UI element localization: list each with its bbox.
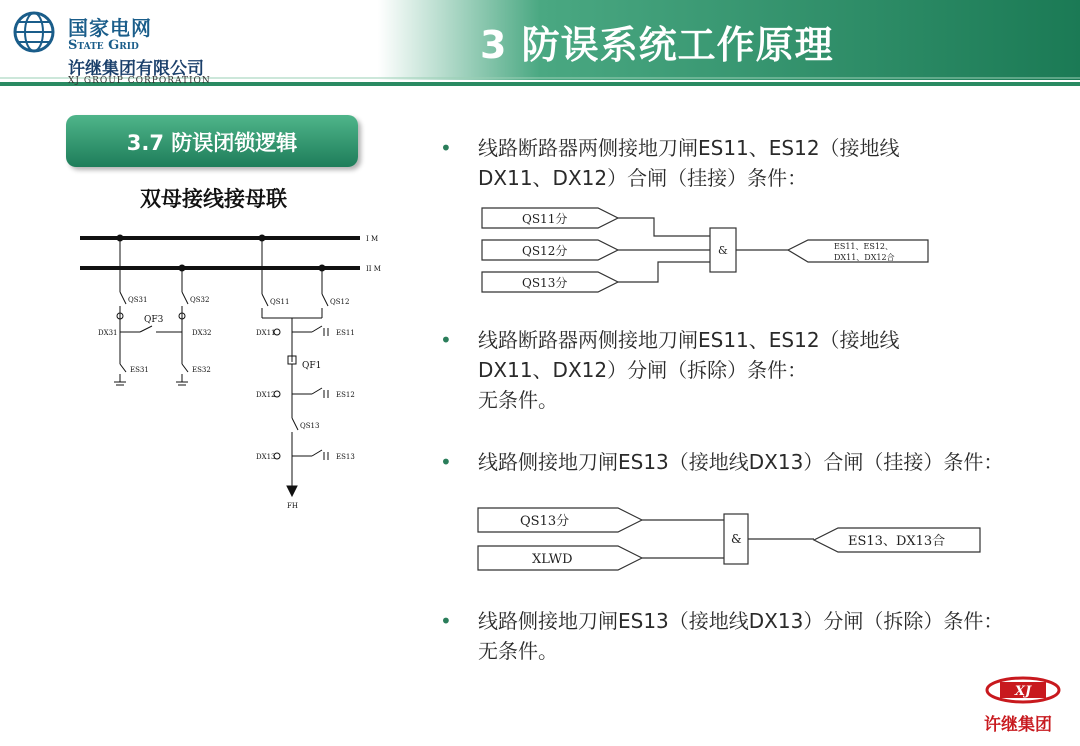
svg-text:QS11分: QS11分: [522, 212, 568, 226]
logic-diagram-1: [478, 204, 938, 300]
header: [0, 0, 1080, 88]
page-title: 3 防误系统工作原理: [480, 23, 834, 67]
bullet-text: 线路侧接地刀闸ES13（接地线DX13）合闸（挂接）条件：: [478, 450, 1004, 474]
xj-company-en: XJ GROUP CORPORATION: [68, 76, 211, 86]
bullet-dot-icon: •: [440, 136, 452, 160]
svg-text:QF3: QF3: [144, 315, 164, 325]
svg-text:QF1: QF1: [302, 361, 322, 371]
logic-diagram-2: [474, 502, 994, 578]
svg-text:&: &: [718, 244, 728, 257]
svg-text:ES13: ES13: [336, 453, 355, 461]
svg-text:QS31: QS31: [128, 296, 148, 304]
svg-text:QS12分: QS12分: [522, 244, 568, 258]
globe-icon: [12, 10, 56, 54]
svg-text:FH: FH: [287, 502, 298, 510]
bullet-dot-icon: •: [440, 609, 452, 633]
bullet-text: 线路断路器两侧接地刀闸ES11、ES12（接地线 DX11、DX12）合闸（挂接）条件：: [478, 136, 900, 190]
diagram-title: 双母接线接母联: [140, 187, 287, 211]
bullet-dot-icon: •: [440, 328, 452, 352]
svg-text:ES13、DX13合: ES13、DX13合: [848, 534, 946, 549]
svg-text:ES12: ES12: [336, 391, 355, 399]
state-grid-cn: 国家电网: [68, 16, 152, 40]
svg-text:QS32: QS32: [190, 296, 210, 304]
svg-text:ES31: ES31: [130, 366, 149, 374]
xj-company-cn: 许继集团有限公司: [68, 59, 204, 79]
section-label: 3.7 防误闭锁逻辑: [126, 131, 298, 155]
section-tab: [66, 115, 358, 167]
svg-text:DX31: DX31: [98, 329, 118, 337]
svg-text:QS13: QS13: [300, 422, 320, 430]
svg-text:QS11: QS11: [270, 298, 290, 306]
wiring-diagram: [76, 222, 396, 522]
svg-text:QS13分: QS13分: [520, 514, 570, 529]
svg-text:ES11、ES12、: ES11、ES12、: [834, 242, 893, 251]
xj-logo-icon: [982, 674, 1064, 710]
svg-text:QS13分: QS13分: [522, 276, 568, 290]
svg-text:ES11: ES11: [336, 329, 355, 337]
bullet-text: 线路侧接地刀闸ES13（接地线DX13）分闸（拆除）条件： 无条件。: [478, 609, 1004, 663]
state-grid-logo: [10, 8, 230, 86]
svg-text:&: &: [731, 532, 742, 546]
svg-text:DX13: DX13: [256, 453, 276, 461]
bus-2-label: II M: [366, 265, 381, 273]
svg-text:XJ: XJ: [1014, 684, 1032, 699]
svg-text:DX11、DX12合: DX11、DX12合: [834, 253, 895, 262]
svg-text:DX12: DX12: [256, 391, 276, 399]
bus-1-label: I M: [366, 235, 379, 243]
xj-logo-text: 许继集团: [984, 715, 1052, 735]
bullet-text: 线路断路器两侧接地刀闸ES11、ES12（接地线 DX11、DX12）分闸（拆除）条件： 无条件。: [478, 328, 900, 412]
svg-text:XLWD: XLWD: [532, 552, 573, 567]
svg-text:DX11: DX11: [256, 329, 276, 337]
svg-text:QS12: QS12: [330, 298, 350, 306]
state-grid-en: State Grid: [68, 38, 139, 53]
svg-text:ES32: ES32: [192, 366, 211, 374]
bullet-dot-icon: •: [440, 450, 452, 474]
svg-text:DX32: DX32: [192, 329, 212, 337]
